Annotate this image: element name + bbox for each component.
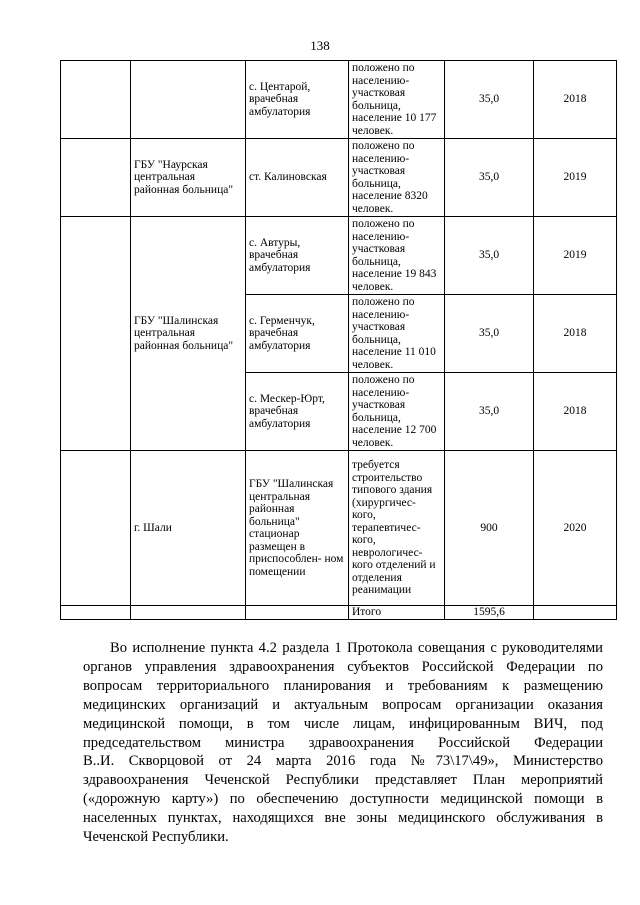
settlement-cell: с. Центарой, врачебная амбулатория — [246, 61, 349, 139]
paragraph-line: медицинской помощи, в том числе лицам, инфицированным ВИЧ, под — [83, 715, 603, 732]
settlement-cell: с. Мескер-Юрт, врачебная амбулатория — [246, 373, 349, 451]
cost-cell: 35,0 — [445, 139, 534, 217]
cost-cell: 35,0 — [445, 217, 534, 295]
status-cell: положено по населению- участковая больница, население 11 010 человек. — [349, 295, 445, 373]
paragraph-line: органов управления здравоохранения субъектов Российской Федерации по — [83, 658, 603, 675]
city-cell: г. Шали — [131, 451, 246, 606]
paragraph-line: Во исполнение пункта 4.2 раздела 1 Протокола совещания с руководителями — [110, 640, 603, 656]
settlement-cell: с. Герменчук, врачебная амбулатория — [246, 295, 349, 373]
status-cell: положено по населению- участковая больница, население 8320 человек. — [349, 139, 445, 217]
total-value: 1595,6 — [445, 606, 534, 620]
index-cell — [61, 217, 131, 451]
total-label: Итого — [349, 606, 445, 620]
paragraph-line: медицинских организаций и актуальным вопросам организации оказания — [83, 696, 603, 713]
org-cell: ГБУ "Шалинская центральная районная больница" — [131, 217, 246, 451]
paragraph-line: В..И. Скворцовой от 24 марта 2016 года №73\17\49», Министерство — [83, 753, 603, 770]
status-cell: положено по населению- участковая больница, население 19 843 человек. — [349, 217, 445, 295]
paragraph-line: («дорожную карту») по обеспечению доступности медицинской помощи в — [83, 791, 603, 808]
table-row — [61, 139, 617, 217]
settlement-cell: ст. Калиновская — [246, 139, 349, 217]
year-cell: 2018 — [534, 295, 617, 373]
year-cell: 2020 — [534, 451, 617, 606]
paragraph-line: населенных пунктах, находящихся вне зоны медицинского обслуживания в — [83, 810, 603, 827]
total-row — [61, 606, 617, 620]
cost-cell: 35,0 — [445, 373, 534, 451]
paragraph-line: председательством министра здравоохранения Российской Федерации — [83, 734, 603, 751]
status-cell: положено по населению- участковая больница, население 10 177 человек. — [349, 61, 445, 139]
cost-cell: 35,0 — [445, 295, 534, 373]
index-cell — [61, 139, 131, 217]
page-number: 138 — [310, 38, 330, 53]
org-cell — [131, 61, 246, 139]
table-row — [61, 61, 617, 139]
paragraph-line: здравоохранения Чеченской Республики представляет План мероприятий — [83, 772, 603, 789]
year-cell: 2018 — [534, 61, 617, 139]
table-row — [61, 451, 617, 606]
org-cell: ГБУ "Наурская центральная районная больница" — [131, 139, 246, 217]
index-cell — [61, 451, 131, 606]
facilities-table — [60, 60, 617, 620]
paragraph-line: Чеченской Республики. — [83, 829, 229, 846]
settlement-cell: ГБУ "Шалинская центральная районная больница" стационар размещен в приспособлен- ном помещении — [246, 451, 349, 606]
index-cell — [61, 61, 131, 139]
status-cell: положено по населению- участковая больница, население 12 700 человек. — [349, 373, 445, 451]
cost-cell: 35,0 — [445, 61, 534, 139]
year-cell: 2019 — [534, 217, 617, 295]
table-row — [61, 217, 617, 295]
year-cell: 2018 — [534, 373, 617, 451]
year-cell: 2019 — [534, 139, 617, 217]
body-paragraph — [83, 639, 603, 847]
paragraph-line: вопросам территориального планирования и требованиям к размещению — [83, 677, 603, 694]
settlement-cell: с. Автуры, врачебная амбулатория — [246, 217, 349, 295]
status-cell: требуется строительство типового здания (хирургичес- кого, терапевтичес- кого, неврологичес- кого отделений и отделения реанимации — [349, 451, 445, 606]
cost-cell: 900 — [445, 451, 534, 606]
